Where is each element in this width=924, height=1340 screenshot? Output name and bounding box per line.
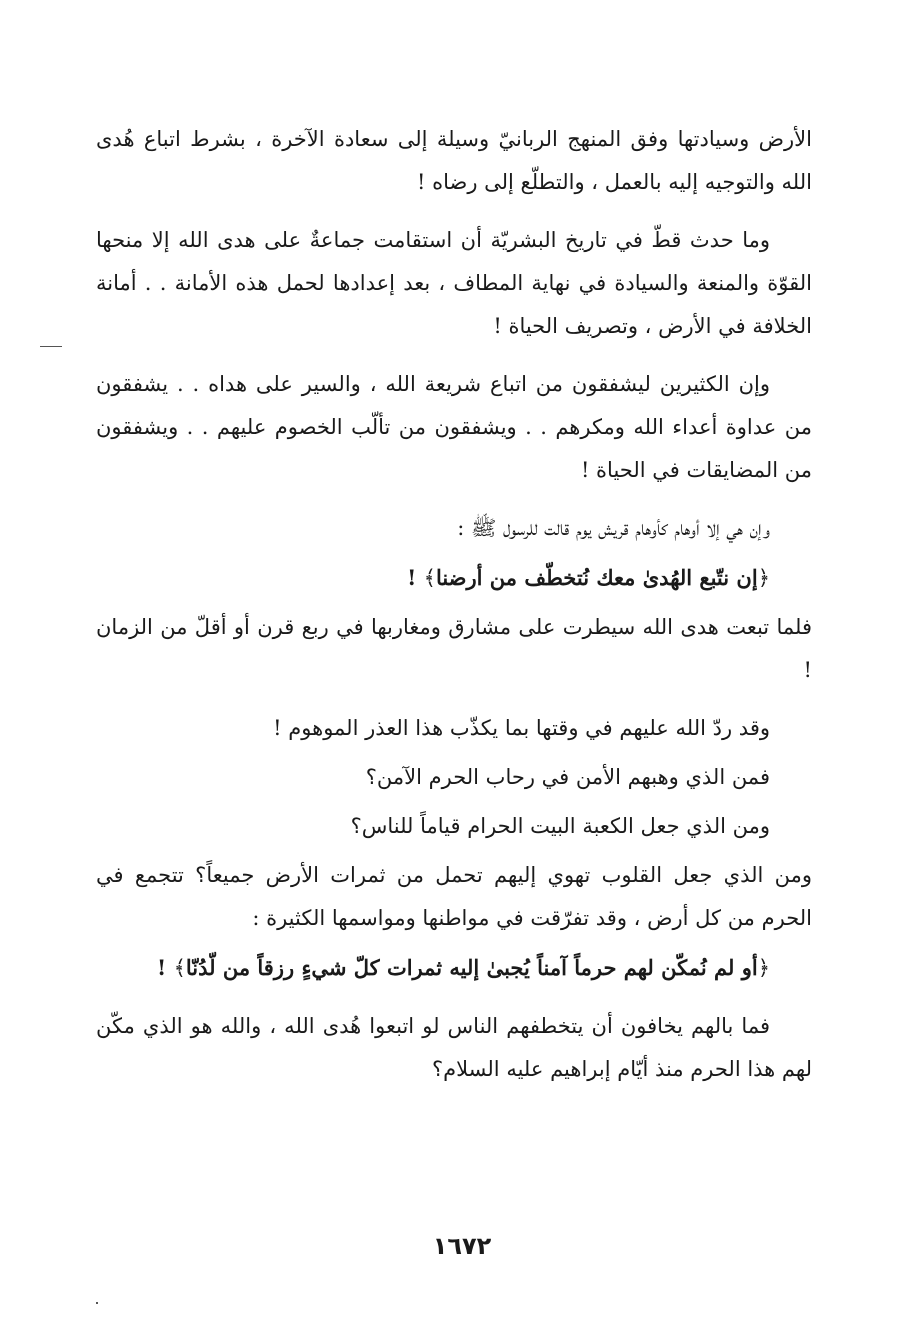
- ornament-close: ﴾: [423, 566, 436, 590]
- paragraph-1: الأرض وسيادتها وفق المنهج الربانيّ وسيلة إلى سعادة الآخرة ، بشرط اتباع هُدى الله والتوجيه إليه بالعمل ، والتطلّع إلى رضاه !: [96, 127, 812, 194]
- ornament-close-2: ﴾: [173, 956, 186, 980]
- exclamation-2: !: [157, 955, 167, 980]
- paragraph-8: ومن الذي جعل الكعبة البيت الحرام قياماً للناس؟: [350, 814, 770, 838]
- paragraph-10: فما بالهم يخافون أن يتخطفهم الناس لو اتبعوا هُدى الله ، والله هو الذي مكّن لهم هذا الحرم منذ أيّام إبراهيم عليه السلام؟: [96, 1014, 812, 1081]
- exclamation: !: [407, 565, 417, 590]
- scan-mark: [40, 346, 62, 347]
- paragraph-3: وإن الكثيرين ليشفقون من اتباع شريعة الله ، والسير على هداه . . يشفقون من عداوة أعداء الله ومكرهم . . ويشفقون من تألّب الخصوم عليهم . . ويشفقون من المضايقات في الحياة !: [96, 372, 812, 482]
- page-number: ١٦٧٢: [432, 1232, 492, 1260]
- scan-dot: [96, 1302, 98, 1304]
- paragraph-9: ومن الذي جعل القلوب تهوي إليهم تحمل من ثمرات الأرض جميعاً؟ تتجمع في الحرم من كل أرض ، وقد تفرّقت في مواطنها ومواسمها الكثيرة :: [96, 863, 812, 930]
- quran-verse-2: [96, 946, 812, 990]
- quran-verse-1-text: إن نتّبع الهُدىٰ معك نُتخطّف من أرضنا: [435, 565, 758, 590]
- paragraph-2: وما حدث قطّ في تاريخ البشريّة أن استقامت جماعةٌ على هدى الله إلا منحها القوّة والمنعة والسيادة في نهاية المطاف ، بعد إعدادها لحمل هذه الأمانة . . أمانة الخلافة في الأرض ، وتصريف الحياة !: [96, 228, 812, 338]
- paragraph-4: وإن هي إلا أوهام كأوهام قريش يوم قالت للرسول ﷺ :: [457, 516, 770, 540]
- ornament-open: ﴿: [757, 566, 770, 590]
- paragraph-5: فلما تبعت هدى الله سيطرت على مشارق ومغاربها في ربع قرن أو أقلّ من الزمان !: [96, 615, 812, 682]
- page-body: [96, 118, 812, 1106]
- paragraph-6: وقد ردّ الله عليهم في وقتها بما يكذّب هذا العذر الموهوم !: [273, 716, 770, 740]
- ornament-open-2: ﴿: [757, 956, 770, 980]
- quran-verse-1: [96, 556, 812, 600]
- quran-verse-2-text: أو لم نُمكّن لهم حرماً آمناً يُجبىٰ إليه ثمرات كلّ شيءٍ رزقاً من لّدُنّا: [185, 955, 758, 980]
- paragraph-7: فمن الذي وهبهم الأمن في رحاب الحرم الآمن؟: [365, 765, 770, 789]
